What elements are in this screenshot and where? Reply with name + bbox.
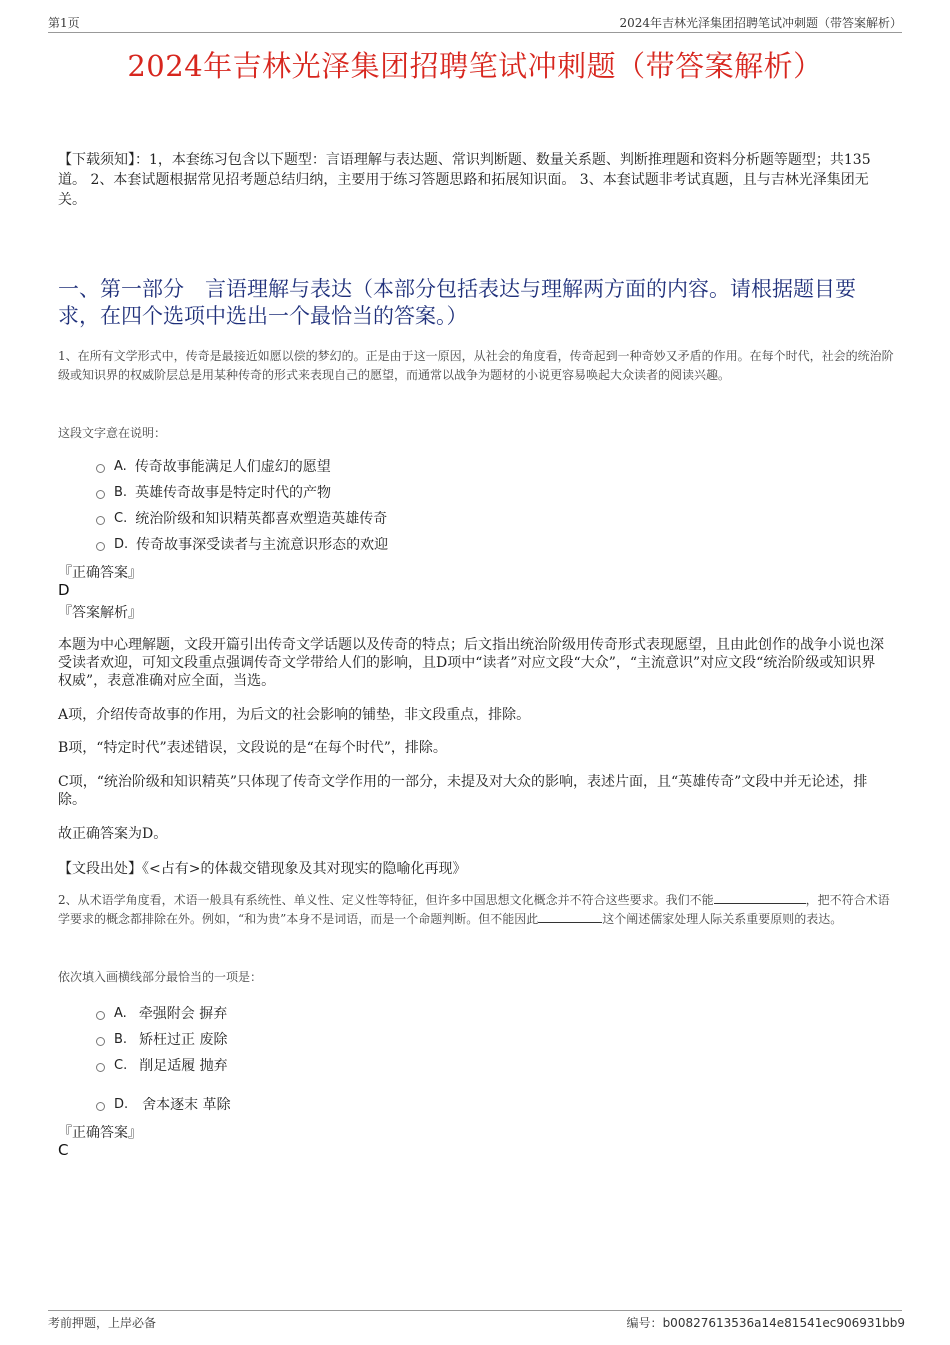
question-2-prompt: 依次填入画横线部分最恰当的一项是： <box>58 970 263 984</box>
option-letter: A. <box>114 458 127 474</box>
option-letter: D. <box>114 1096 129 1112</box>
q1-option-a[interactable] <box>96 456 331 476</box>
q1-analysis-paragraph: C项，“统治阶级和知识精英”只体现了传奇文学作用的一部分，未提及对大众的影响，表述片面，且“英雄传奇”文段中并无论述，排除。 <box>58 774 868 808</box>
radio-icon[interactable] <box>96 464 105 473</box>
page-header <box>48 10 902 33</box>
q1-option-c[interactable] <box>96 508 387 528</box>
question-1-text: 1、在所有文学形式中，传奇是最接近如愿以偿的梦幻的。正是由于这一原因，从社会的角度看，传奇起到一种奇妙又矛盾的作用。在每个时代，社会的统治阶级或知识界的权威阶层总是用某种传奇的形式来表现自己的愿望，而通常以战争为题材的小说更容易唤起大众读者的阅读兴趣。 <box>58 349 894 382</box>
footer-code <box>627 1314 905 1331</box>
option-text: 矫枉过正 废除 <box>139 1032 228 1048</box>
fill-blank-2[interactable] <box>538 910 602 923</box>
q1-analysis-paragraph: 本题为中心理解题，文段开篇引出传奇文学话题以及传奇的特点；后文指出统治阶级用传奇形式表现愿望，且由此创作的战争小说也深受读者欢迎，可知文段重点强调传奇文学带给人们的影响，且D项中“读者”对应文段“大众”，“主流意识”对应文段“统治阶级或知识界权威”，表意准确对应全面，当选。 <box>58 637 884 689</box>
q1-answer: D <box>58 581 70 599</box>
q2-text-part: ，把不符合术语学要求的概念都排除在外。例如，“和为贵”本身不是词语，而是一个命题判断。但不能因此 <box>58 893 890 926</box>
option-text: 牵强附会 摒弃 <box>138 1006 228 1022</box>
option-letter: D. <box>114 536 129 552</box>
footer-divider <box>48 1310 902 1312</box>
radio-icon[interactable] <box>96 516 105 525</box>
q1-option-b[interactable] <box>96 482 331 502</box>
q2-option-a[interactable] <box>96 1003 227 1023</box>
question-1-prompt: 这段文字意在说明： <box>58 426 167 440</box>
download-notice: 【下载须知】：1，本套练习包含以下题型：言语理解与表达题、常识判断题、数量关系题、判断推理题和资料分析题等题型；共135道。 2、本套试题根据常见招考题总结归纳，主要用于练习答题思路和拓展知识面。 3、本套试题非考试真题，且与吉林光泽集团无关。 <box>58 152 871 208</box>
section-heading: 一、第一部分 言语理解与表达（本部分包括表达与理解两方面的内容。请根据题目要求，在四个选项中选出一个最恰当的答案。） <box>58 277 856 328</box>
radio-icon[interactable] <box>96 1011 105 1020</box>
q2-option-d[interactable] <box>96 1094 231 1114</box>
q1-answer-label: 『正确答案』 <box>58 565 142 581</box>
option-text: 传奇故事深受读者与主流意识形态的欢迎 <box>136 537 389 553</box>
question-2-text <box>58 891 896 929</box>
q2-text-part: 这个阐述儒家处理人际关系重要原则的表达。 <box>602 912 843 926</box>
option-text: 英雄传奇故事是特定时代的产物 <box>135 485 332 501</box>
q2-text-part: 2、从术语学角度看，术语一般具有系统性、单义性、定义性等特征，但许多中国思想文化概念并不符合这些要求。我们不能 <box>58 893 714 907</box>
option-text: 统治阶级和知识精英都喜欢塑造英雄传奇 <box>135 511 388 527</box>
page-number: 第1页 <box>48 16 80 30</box>
option-letter: C. <box>114 1057 128 1073</box>
radio-icon[interactable] <box>96 490 105 499</box>
option-letter: C. <box>114 510 128 526</box>
radio-icon[interactable] <box>96 1063 105 1072</box>
q1-analysis-paragraph: B项，“特定时代”表述错误，文段说的是“在每个时代”，排除。 <box>58 740 447 756</box>
q1-analysis-label: 『答案解析』 <box>58 605 142 621</box>
radio-icon[interactable] <box>96 1102 105 1111</box>
header-doc-title: 2024年吉林光泽集团招聘笔试冲刺题（带答案解析） <box>619 16 902 30</box>
option-letter: A. <box>114 1005 127 1021</box>
option-letter: B. <box>114 1031 128 1047</box>
code-value: b00827613536a14e81541ec906931bb9 <box>662 1316 905 1330</box>
q1-analysis-paragraph: A项，介绍传奇故事的作用，为后文的社会影响的铺垫，非文段重点，排除。 <box>58 707 531 723</box>
q1-source: 【文段出处】《<占有>的体裁交错现象及其对现实的隐喻化再现》 <box>58 861 467 877</box>
option-text: 传奇故事能满足人们虚幻的愿望 <box>134 459 331 475</box>
q1-analysis-paragraph: 故正确答案为D。 <box>58 826 168 842</box>
q1-option-d[interactable] <box>96 534 388 554</box>
footer-slogan: 考前押题，上岸必备 <box>48 1316 157 1330</box>
radio-icon[interactable] <box>96 542 105 551</box>
q2-option-c[interactable] <box>96 1055 228 1075</box>
radio-icon[interactable] <box>96 1037 105 1046</box>
page-title: 2024年吉林光泽集团招聘笔试冲刺题（带答案解析） <box>127 49 823 83</box>
option-text: 舍本逐末 革除 <box>142 1097 231 1113</box>
option-letter: B. <box>114 484 128 500</box>
option-text: 削足适履 抛弃 <box>139 1058 228 1074</box>
q2-answer: C <box>58 1141 69 1159</box>
fill-blank-1[interactable] <box>714 891 806 904</box>
code-label: 编号： <box>626 1316 663 1330</box>
q2-answer-label: 『正确答案』 <box>58 1125 142 1141</box>
q2-option-b[interactable] <box>96 1029 228 1049</box>
